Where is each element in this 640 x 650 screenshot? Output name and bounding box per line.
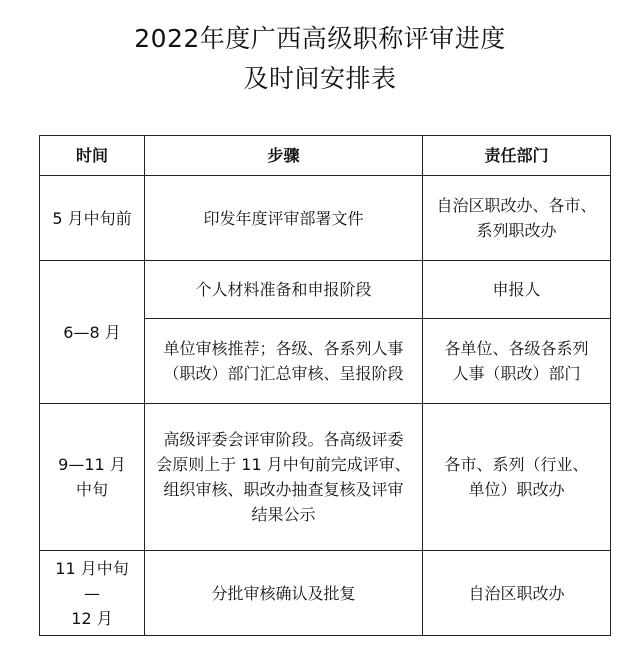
header-time: 时间 [40, 136, 145, 176]
department-cell: 各单位、各级各系列 人事（职改）部门 [423, 319, 611, 404]
document-title: 2022年度广西高级职称评审进度 [134, 24, 506, 53]
table-row [40, 551, 611, 636]
department-cell: 申报人 [423, 261, 611, 319]
header-department: 责任部门 [423, 136, 611, 176]
step-cell: 单位审核推荐；各级、各系列人事 （职改）部门汇总审核、呈报阶段 [145, 319, 423, 404]
time-cell: 9—11 月 中旬 [40, 404, 145, 551]
department-cell: 自治区职改办、各市、 系列职改办 [423, 176, 611, 261]
table-row [40, 261, 611, 319]
table-row [40, 404, 611, 551]
time-cell: 6—8 月 [40, 261, 145, 404]
header-step: 步骤 [145, 136, 423, 176]
step-cell: 分批审核确认及批复 [145, 551, 423, 636]
department-cell: 自治区职改办 [423, 551, 611, 636]
step-cell: 个人材料准备和申报阶段 [145, 261, 423, 319]
table-row [40, 176, 611, 261]
schedule-table [39, 135, 611, 636]
time-cell: 11 月中旬— 12 月 [40, 551, 145, 636]
time-cell: 5 月中旬前 [40, 176, 145, 261]
department-cell: 各市、系列（行业、 单位）职改办 [423, 404, 611, 551]
step-cell: 高级评委会评审阶段。各高级评委 会原则上于 11 月中旬前完成评审、 组织审核、职改办抽查复核及评审 结果公示 [145, 404, 423, 551]
step-cell: 印发年度评审部署文件 [145, 176, 423, 261]
document-subtitle: 及时间安排表 [243, 64, 397, 93]
table-header-row [40, 136, 611, 176]
